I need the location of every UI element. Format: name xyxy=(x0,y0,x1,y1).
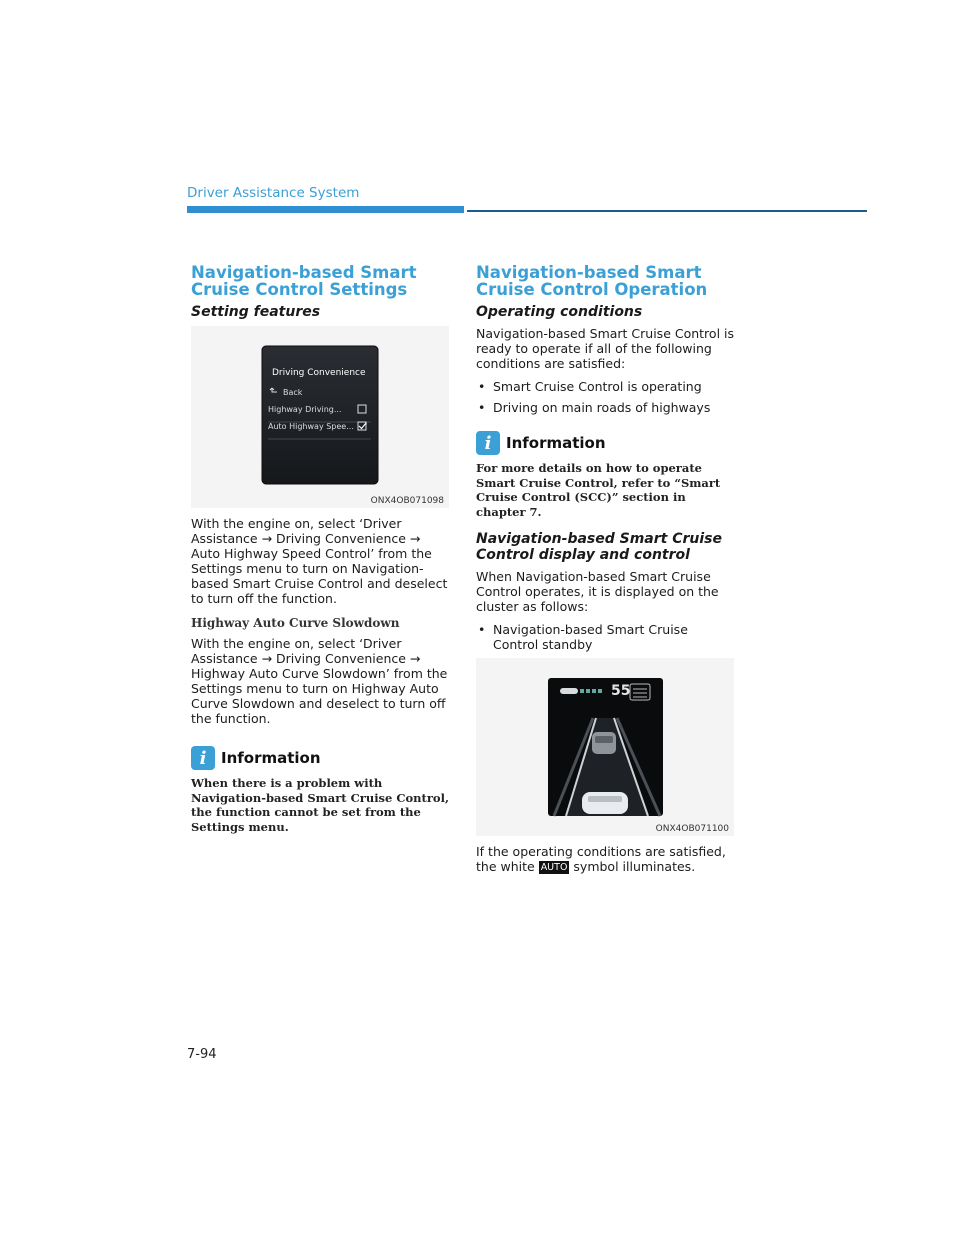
cluster-display-illustration xyxy=(476,658,734,836)
list-item: • Navigation-based Smart Cruise Control standby xyxy=(476,622,734,652)
left-subhead2: Highway Auto Curve Slowdown xyxy=(191,616,400,630)
settings-figure xyxy=(191,326,449,508)
header-title: Driver Assistance System xyxy=(187,185,360,201)
left-info-box xyxy=(191,746,449,834)
left-column xyxy=(191,264,449,842)
header-rule-thick xyxy=(187,206,464,213)
info-icon: i xyxy=(191,746,215,770)
left-subheading: Setting features xyxy=(191,304,321,320)
lead-car-icon xyxy=(592,732,616,754)
right-heading: Navigation-based Smart Cruise Control Operation xyxy=(476,263,708,299)
info-icon: i xyxy=(476,431,500,455)
left-heading: Navigation-based Smart Cruise Control Settings xyxy=(191,263,417,299)
info-title: Information xyxy=(221,749,321,767)
settings-screen-illustration xyxy=(191,326,449,508)
set-speed: 55 xyxy=(611,683,631,699)
header-rule-thin xyxy=(467,210,867,212)
screen-title: Driving Convenience xyxy=(272,368,366,378)
own-car-icon xyxy=(582,792,628,814)
info-text: When there is a problem with Navigation-based Smart Cruise Control, the function cannot be set from the Settings menu. xyxy=(191,776,449,834)
right-para1: Navigation-based Smart Cruise Control is ready to operate if all of the following conditions are satisfied: xyxy=(476,326,735,371)
right-column xyxy=(476,264,734,882)
para3-text-before: If the operating conditions are satisfied, the white xyxy=(476,844,726,874)
left-para1: With the engine on, select ‘Driver Assistance → Driving Convenience → Auto Highway Speed Control’ from the Settings menu to turn on Navigation-based Smart Cruise Control and deselect to turn off the function. xyxy=(191,516,448,606)
menu-item-highway-driving: Highway Driving... xyxy=(268,405,342,414)
figure-caption: ONX4OB071098 xyxy=(370,496,444,506)
back-label: Back xyxy=(283,388,303,397)
right-subheading: Operating conditions xyxy=(476,304,643,320)
page-number: 7-94 xyxy=(187,1047,217,1062)
info-title: Information xyxy=(506,434,606,452)
menu-item-auto-highway-speed: Auto Highway Spee... xyxy=(268,422,354,431)
list-item: • Smart Cruise Control is operating xyxy=(476,379,734,394)
info-text: For more details on how to operate Smart Cruise Control, refer to “Smart Cruise Control (SCC)” section in chapter 7. xyxy=(476,461,721,519)
list-item: • Driving on main roads of highways xyxy=(476,400,734,415)
cluster-figure xyxy=(476,658,734,836)
para3-text-after: symbol illuminates. xyxy=(573,859,696,874)
right-para3 xyxy=(476,844,734,874)
right-subheading2: Navigation-based Smart Cruise Control display and control xyxy=(476,531,722,563)
right-para2: When Navigation-based Smart Cruise Control operates, it is displayed on the cluster as follows: xyxy=(476,569,719,614)
figure-caption: ONX4OB071100 xyxy=(655,824,729,834)
left-para2: With the engine on, select ‘Driver Assistance → Driving Convenience → Highway Auto Curve Slowdown’ from the Settings menu to turn on Highway Auto Curve Slowdown and deselect to turn off the function. xyxy=(191,636,448,726)
display-list xyxy=(476,622,734,652)
conditions-list xyxy=(476,379,734,415)
right-info-box xyxy=(476,431,734,519)
auto-symbol: AUTO xyxy=(540,862,568,873)
